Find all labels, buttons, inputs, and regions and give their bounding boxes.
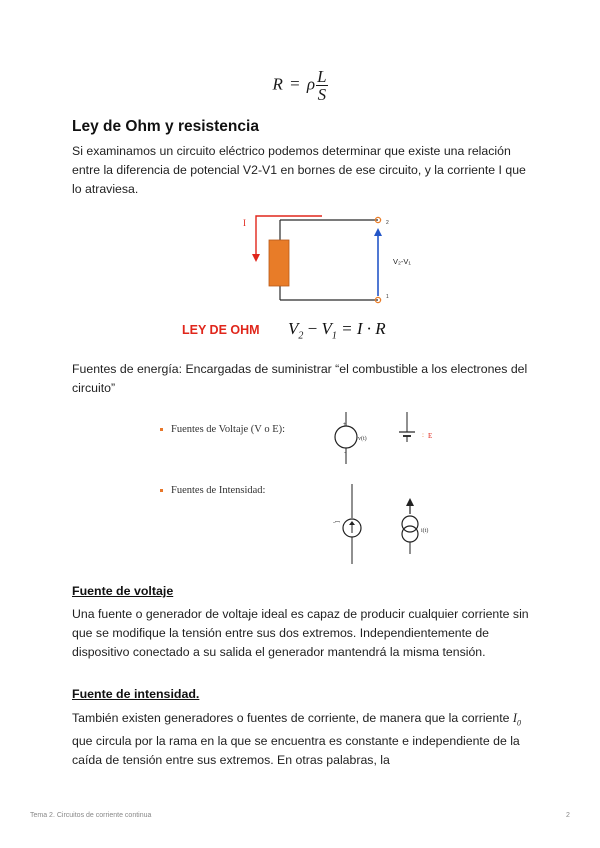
voltage-source-paragraph: Una fuente o generador de voltaje ideal es capaz de producir cualquier corriente sin que se modifique la tensión entre sus dos extremos. Independientemente de dispositivo conectado a su salida el generador mantendrá la misma tensión. [72, 607, 529, 659]
dual-circle-current-source [396, 496, 436, 556]
ohm-circuit-diagram [230, 208, 450, 308]
battery-symbol [390, 410, 440, 440]
page-number: 2 [566, 812, 570, 819]
ohm-v2-sub: 2 [298, 330, 304, 342]
current-source-symbol-sub: 0 [517, 718, 522, 728]
current-sources-item [160, 485, 265, 496]
current-arrow-head [252, 254, 260, 262]
formula-numerator: L [317, 67, 327, 86]
battery-bottom-lead [403, 436, 413, 442]
resistance-formula [0, 68, 600, 103]
formula-lhs: R [272, 74, 283, 94]
voltage-arrow-head [374, 228, 382, 236]
ohm-rhs: = I · R [336, 319, 386, 338]
node-top-label: 2 [386, 220, 389, 226]
current-source-label: i(t) [421, 528, 429, 534]
voltage-sources-item [160, 424, 285, 435]
current-source-heading: Fuente de intensidad. [72, 687, 200, 701]
formula-denominator: S [317, 85, 327, 104]
resistor [269, 240, 289, 286]
voltage-source-symbol [320, 410, 380, 466]
voltage-source-circle [335, 426, 357, 448]
dual-source-circle-bottom [402, 526, 418, 542]
energy-paragraph: Fuentes de energía: Encargadas de suministrar “el combustible a los electrones del circuito” [72, 362, 528, 395]
formula-rho: ρ [306, 74, 316, 94]
dual-source-circle-top [402, 516, 418, 532]
intro-paragraph: Si examinamos un circuito eléctrico podemos determinar que existe una relación entre la diferencia de potencial V2-V1 en bornes de ese circuito, y la corriente I que lo atraviesa. [72, 144, 526, 196]
ohm-law-label: LEY DE OHM [182, 323, 260, 337]
voltage-source-heading: Fuente de voltaje [72, 584, 174, 598]
plus-sign: + [343, 422, 347, 428]
voltage-source-label: v(t) [358, 436, 367, 442]
formula-equals: = [290, 74, 300, 94]
current-source-mark: -ꟷ [333, 520, 340, 526]
ohm-v1-sub: 1 [331, 330, 337, 342]
ohm-minus: − [303, 319, 322, 338]
current-source-symbol: I [512, 711, 518, 725]
ohm-v1: V [321, 319, 332, 338]
ohm-law-equation [288, 319, 386, 341]
bullet-icon [160, 489, 163, 492]
current-source-symbol [330, 482, 370, 566]
minus-sign: - [344, 450, 346, 456]
dual-source-arrow-head [406, 498, 414, 506]
voltage-label: V₂-V₁ [393, 257, 411, 266]
bullet-icon [160, 428, 163, 431]
current-source-arrow-head [349, 521, 355, 525]
formula-fraction [316, 68, 327, 103]
current-label: I [243, 218, 246, 228]
section-title: Ley de Ohm y resistencia [72, 118, 259, 135]
current-source-text-start: También existen generadores o fuentes de corriente, de manera que la corriente [72, 711, 510, 725]
battery-label: E [428, 432, 433, 440]
current-sources-label: Fuentes de Intensidad: [171, 485, 266, 496]
ohm-v2: V [288, 319, 299, 338]
footer-title: Tema 2. Circuitos de corriente continua [30, 812, 152, 819]
battery-polarity-dots: : [422, 431, 424, 439]
voltage-sources-label: Fuentes de Voltaje (V o E): [171, 424, 286, 435]
current-source-paragraph [72, 709, 532, 770]
current-source-text-end: que circula por la rama en la que se encuentra es constante e independiente de la caída de tensión entre sus extremos. En otras palabras, la [72, 734, 520, 768]
node-bottom-label: 1 [386, 294, 389, 300]
